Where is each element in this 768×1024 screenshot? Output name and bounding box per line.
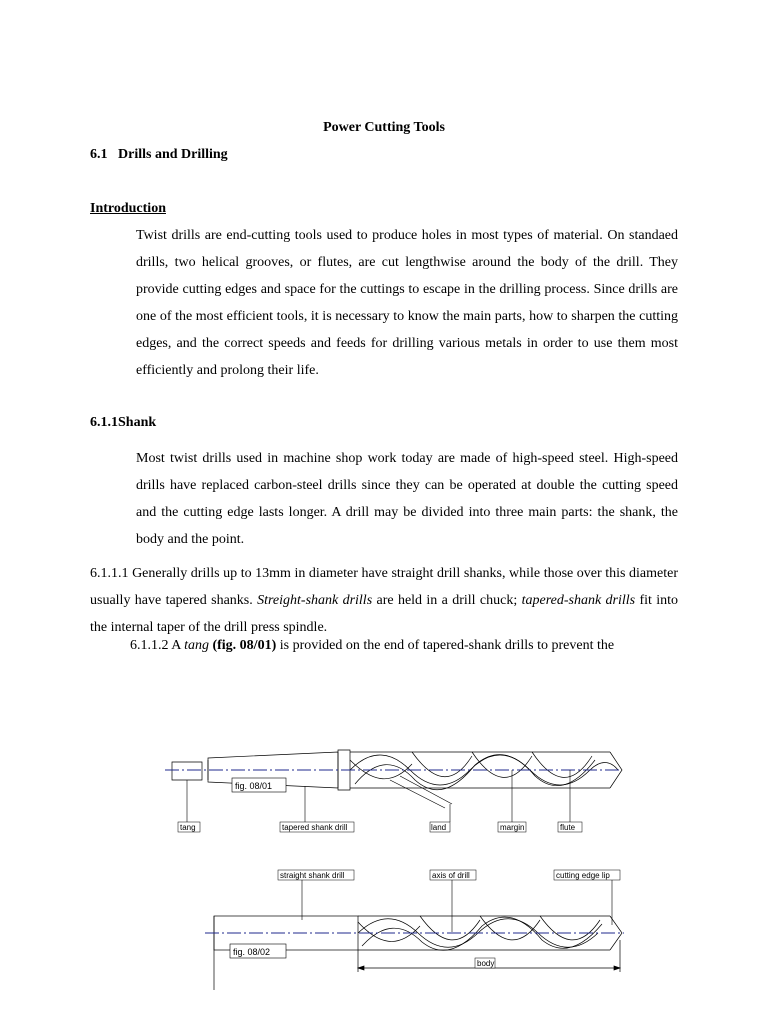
- label-tang: tang: [180, 823, 196, 832]
- section-6-1-1-heading: 6.1.1Shank: [90, 415, 157, 430]
- tang-shape: [172, 762, 202, 780]
- fig-2-labels: [278, 870, 620, 880]
- shank-paragraph: Most twist drills used in machine shop work today are made of high-speed steel. High-speed drills have replaced carbon-steel drills since they can be operated at double the cutting speed and the cutting edge lasts longer. A drill may be divided into three main parts: the shank, the body and the point.: [136, 451, 678, 547]
- tang-term: tang: [184, 638, 209, 653]
- section-6-1-1-1-text-a: Generally drills up to 13mm in diameter have straight drill shanks, while those over this diameter usually have tapered shanks.: [90, 566, 678, 608]
- section-6-1-1-1-text-c: fit into the internal taper of the drill press spindle.: [90, 593, 679, 635]
- tapered-shank-term: tapered-shank drills: [521, 593, 636, 608]
- section-6-1-1-1-number: 6.1.1.1: [90, 566, 129, 581]
- drill-diagram: [150, 740, 630, 990]
- label-flute: flute: [560, 823, 576, 832]
- introduction-heading: Introduction: [90, 201, 166, 216]
- section-6-1-1-1-text-b: are held in a drill chuck;: [376, 593, 518, 608]
- label-body: body: [477, 959, 495, 968]
- section-6-1-1-2-text: is provided on the end of tapered-shank drills to prevent the: [279, 638, 615, 653]
- section-6-1-1-2-paragraph: [130, 632, 678, 659]
- straight-shank-term: Streight-shank drills: [257, 593, 373, 608]
- label-axis-of-drill: axis of drill: [432, 871, 470, 880]
- fig-2-label: fig. 08/02: [233, 947, 271, 957]
- section-6-1-heading: [90, 147, 228, 163]
- introduction-paragraph: Twist drills are end-cutting tools used to produce holes in most types of material. On standaed drills, two helical grooves, or flutes, are cut lengthwise around the body of the drill. They provide cutting edges and space for the cuttings to escape in the drilling process. Since drills are one of the most efficient tools, it is necessary to know the main parts, how to sharpen the cutting edges, and the correct speeds and feeds for drilling various metals in order to use them most efficiently and prolong their life.: [136, 228, 678, 378]
- section-6-1-1-2-number: 6.1.1.2 A: [130, 638, 181, 653]
- page-title: Power Cutting Tools: [323, 120, 445, 135]
- section-6-1-title: Drills and Drilling: [118, 147, 228, 162]
- label-land: land: [431, 823, 447, 832]
- section-6-1-1-1-paragraph: [90, 560, 678, 641]
- label-tapered-shank: tapered shank drill: [282, 823, 348, 832]
- fig-1-label: fig. 08/01: [235, 781, 273, 791]
- fig-reference: (fig. 08/01): [212, 638, 277, 653]
- fig-1-labels: [178, 822, 582, 832]
- flute-curve-2: [355, 755, 595, 790]
- label-straight-shank: straight shank drill: [280, 871, 345, 880]
- label-margin: margin: [500, 823, 525, 832]
- label-cutting-edge-lip: cutting edge lip: [556, 871, 610, 880]
- section-6-1-number: 6.1: [90, 147, 108, 162]
